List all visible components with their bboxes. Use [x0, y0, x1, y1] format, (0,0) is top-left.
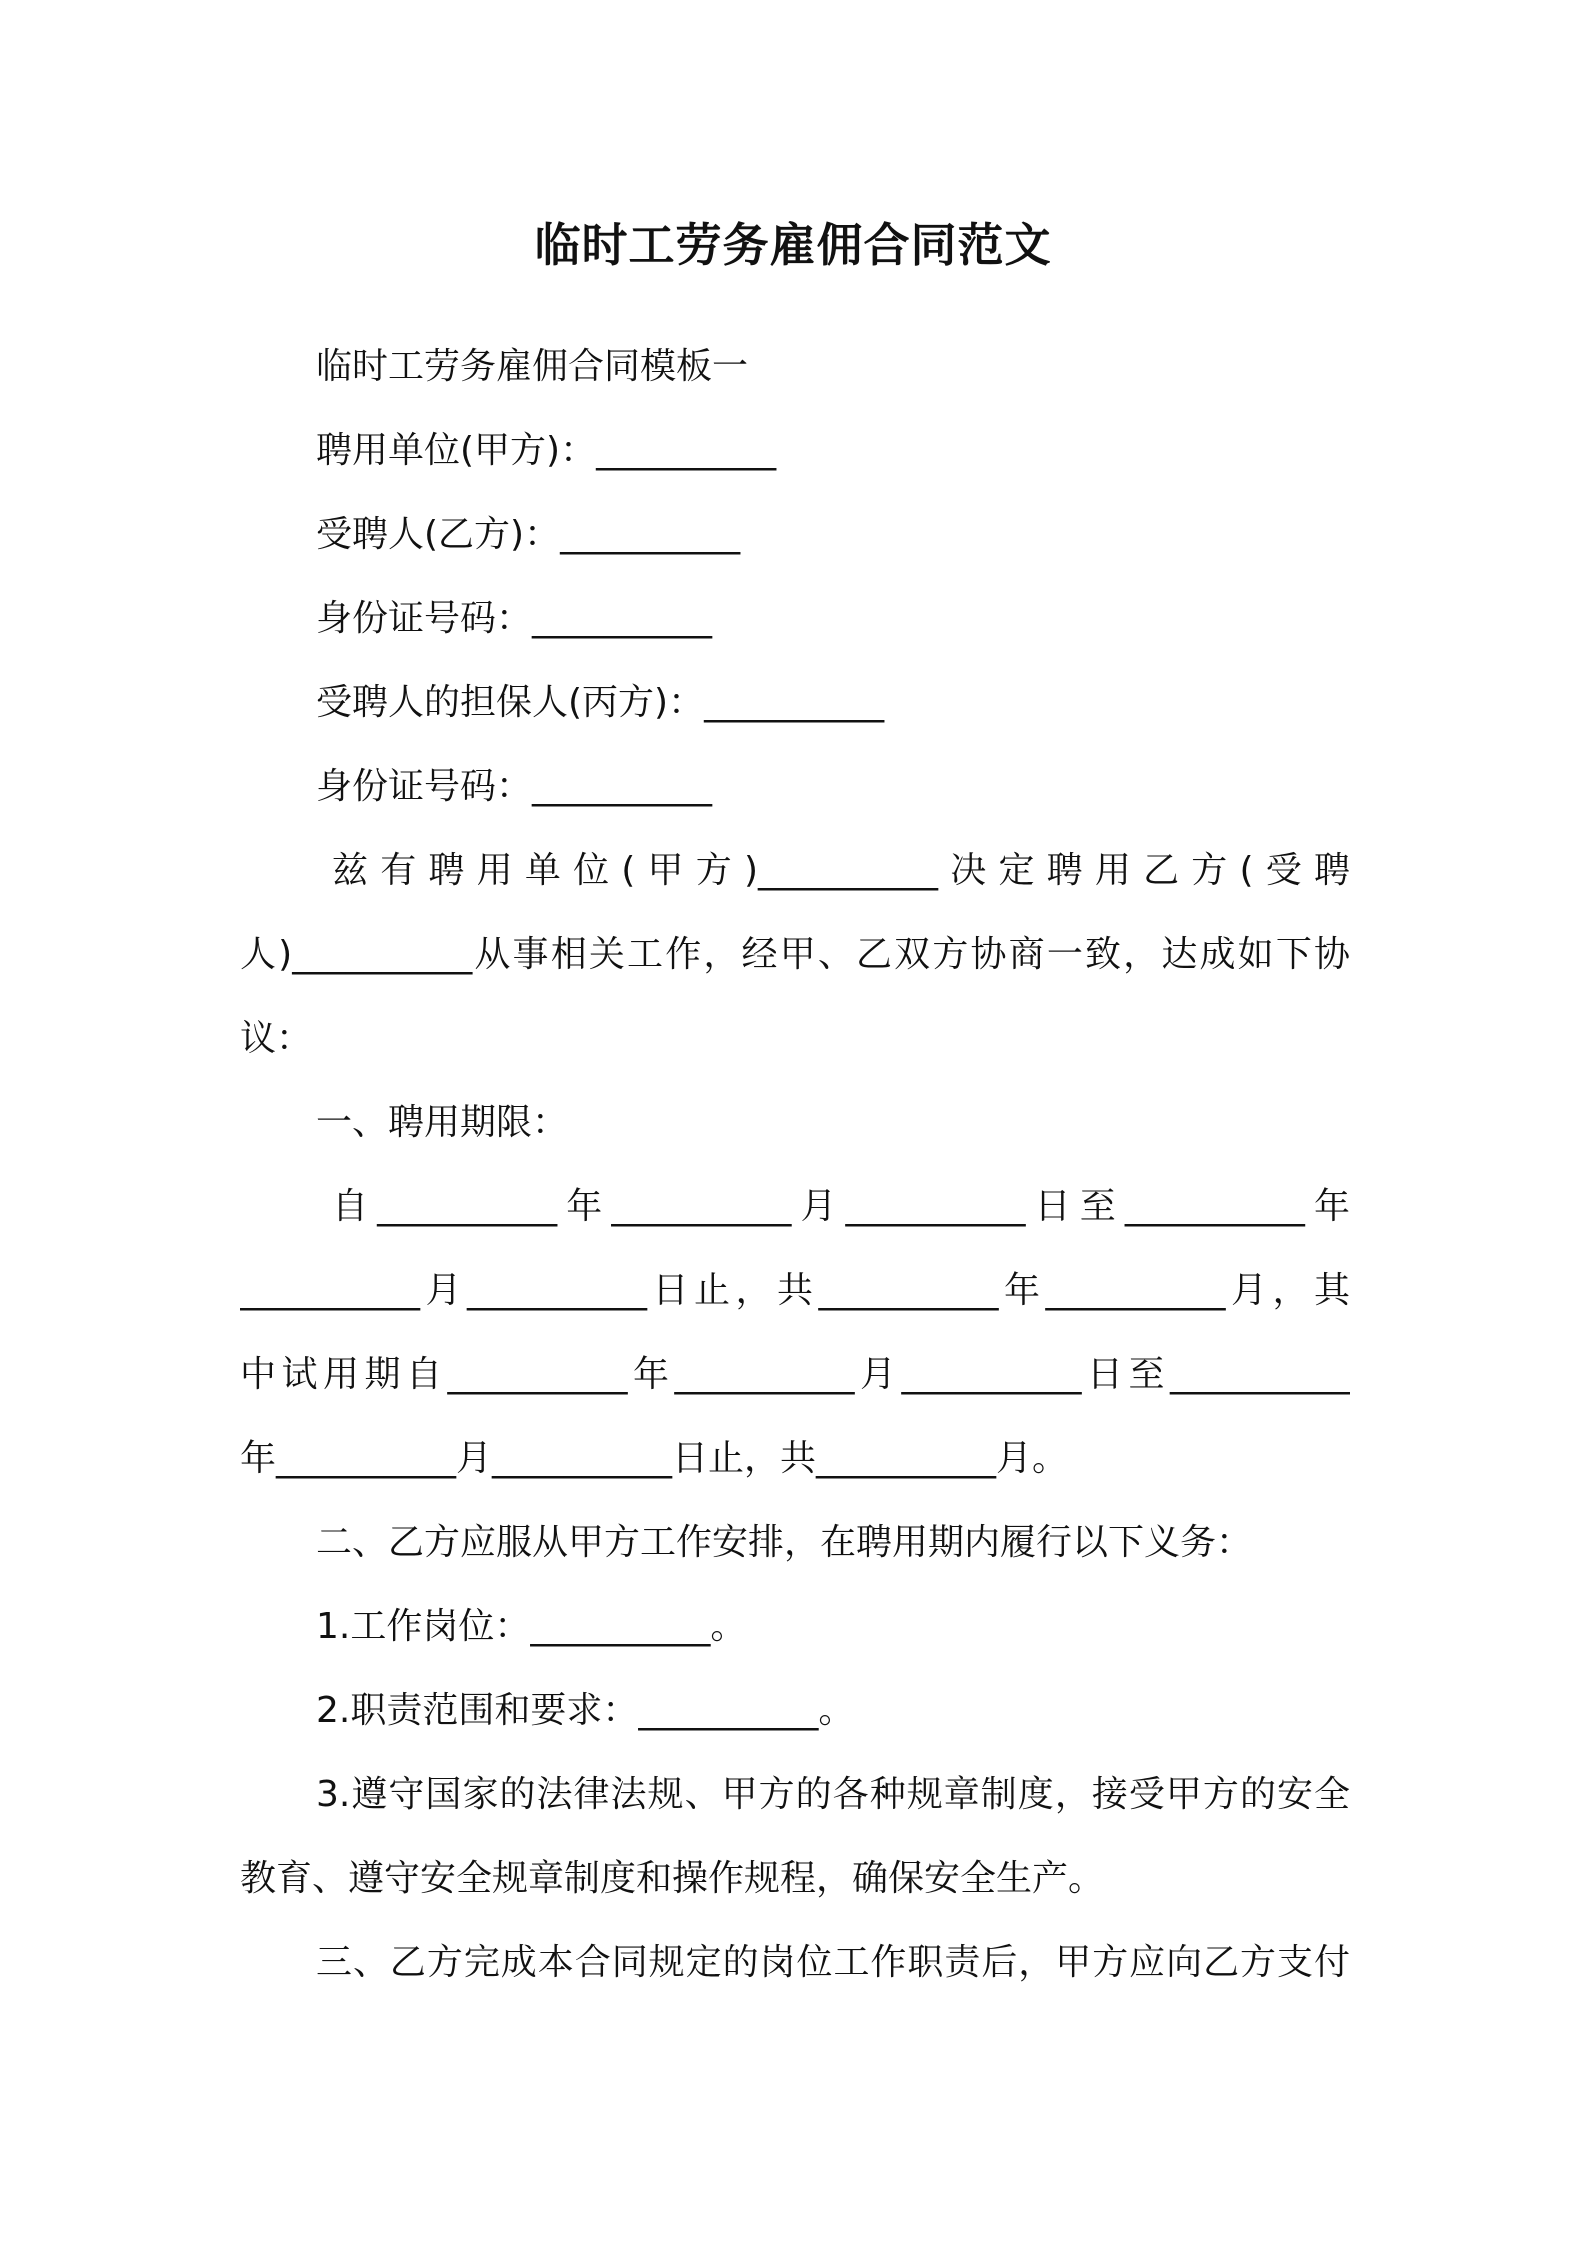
duty-1: 1.工作岗位：__________。 — [316, 1606, 747, 1647]
duty-3-line-2: 教育、遵守安全规章制度和操作规程，确保安全生产。 — [240, 1858, 1105, 1899]
agreement-intro-line-3: 议： — [240, 1018, 313, 1059]
duty-3-line-1: 3.遵守国家的法律法规、甲方的各种规章制度，接受甲方的安全 — [316, 1774, 1350, 1815]
term-line-1: 自__________年__________月__________日至__________年 — [332, 1186, 1350, 1227]
employer-field: 聘用单位(甲方)：__________ — [316, 430, 777, 471]
template-heading: 临时工劳务雇佣合同模板一 — [316, 346, 749, 387]
section-2-heading: 二、乙方应服从甲方工作安排，在聘用期内履行以下义务： — [316, 1522, 1253, 1563]
document-body — [240, 325, 1350, 2005]
section-3-line-1: 三、乙方完成本合同规定的岗位工作职责后，甲方应向乙方支付 — [316, 1942, 1350, 1983]
agreement-intro-line-2: 人)__________从事相关工作，经甲、乙双方协商一致，达成如下协 — [240, 934, 1350, 975]
section-1-heading: 一、聘用期限： — [316, 1102, 569, 1143]
guarantor-id-field: 身份证号码：__________ — [316, 766, 713, 807]
term-line-2: __________月__________日止，共__________年__________月，其 — [240, 1270, 1350, 1311]
employee-field: 受聘人(乙方)：__________ — [316, 514, 741, 555]
agreement-intro-line-1: 兹有聘用单位(甲方)__________决定聘用乙方(受聘 — [332, 850, 1350, 891]
guarantor-field: 受聘人的担保人(丙方)：__________ — [316, 682, 885, 723]
term-line-4: 年__________月__________日止，共__________月。 — [240, 1438, 1069, 1479]
employee-id-field: 身份证号码：__________ — [316, 598, 713, 639]
duty-2: 2.职责范围和要求：__________。 — [316, 1690, 855, 1731]
term-line-3: 中试用期自__________年__________月__________日至__________ — [240, 1354, 1350, 1395]
document-title: 临时工劳务雇佣合同范文 — [534, 218, 1052, 272]
